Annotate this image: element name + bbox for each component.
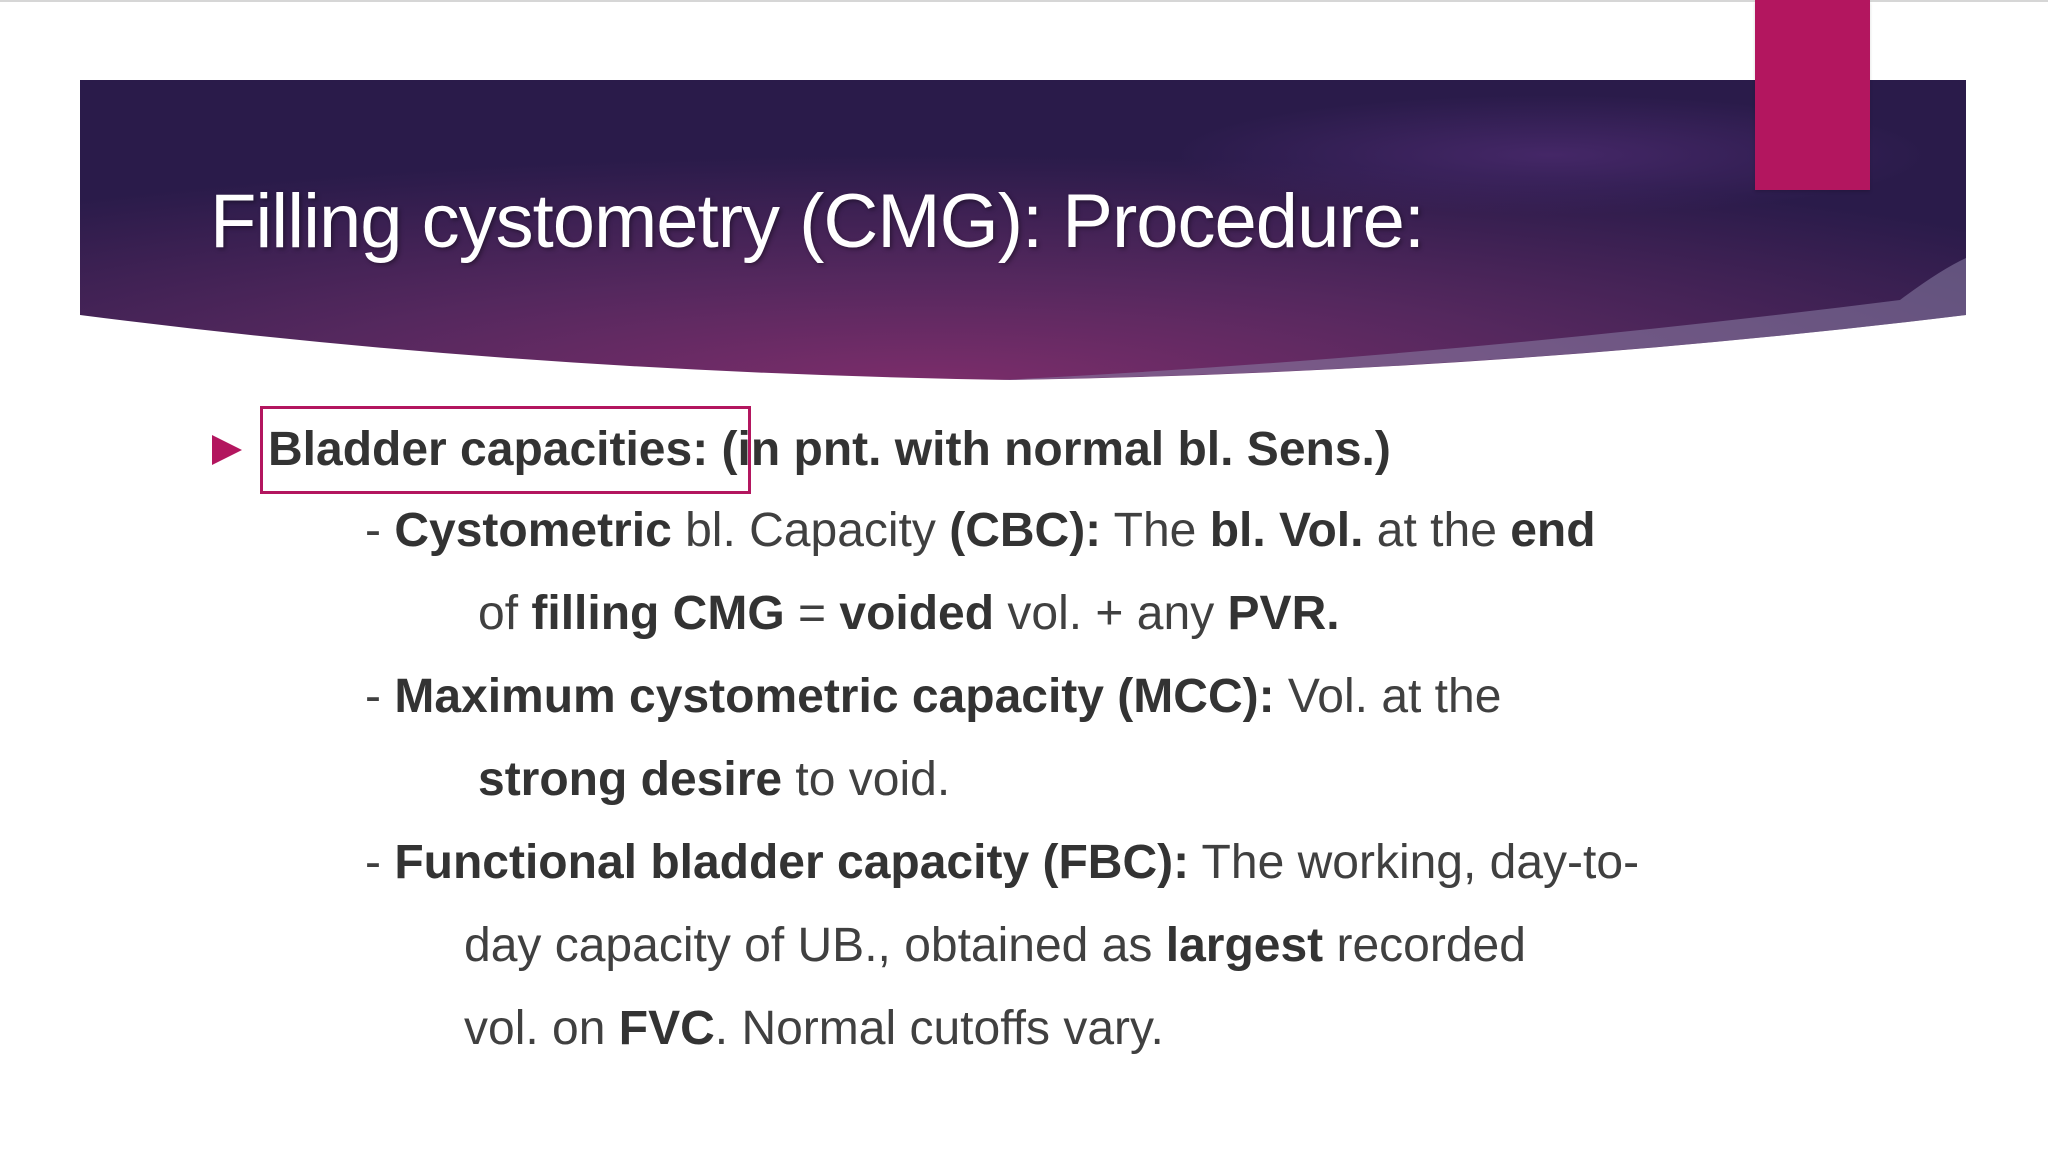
bullet-heading: Bladder capacities: (in pnt. with normal bl. Sens.) <box>268 423 1391 476</box>
fbc-line-2: day capacity of UB., obtained as largest recorded <box>464 919 1526 972</box>
highlight-box <box>260 406 751 494</box>
fbc-line-3: vol. on FVC. Normal cutoffs vary. <box>464 1002 1164 1055</box>
triangle-right-icon <box>212 435 242 465</box>
mcc-line-2: strong desire to void. <box>478 753 951 806</box>
slide-title: Filling cystometry (CMG): Procedure: <box>210 179 1425 264</box>
accent-tab <box>1755 0 1870 190</box>
cbc-line-1: - Cystometric bl. Capacity (CBC): The bl. Vol. at the end <box>365 504 1596 557</box>
mcc-line-1: - Maximum cystometric capacity (MCC): Vol. at the <box>365 670 1502 723</box>
cbc-line-2: of filling CMG = voided vol. + any PVR. <box>478 587 1340 640</box>
fbc-line-1: - Functional bladder capacity (FBC): The working, day-to- <box>365 836 1640 889</box>
